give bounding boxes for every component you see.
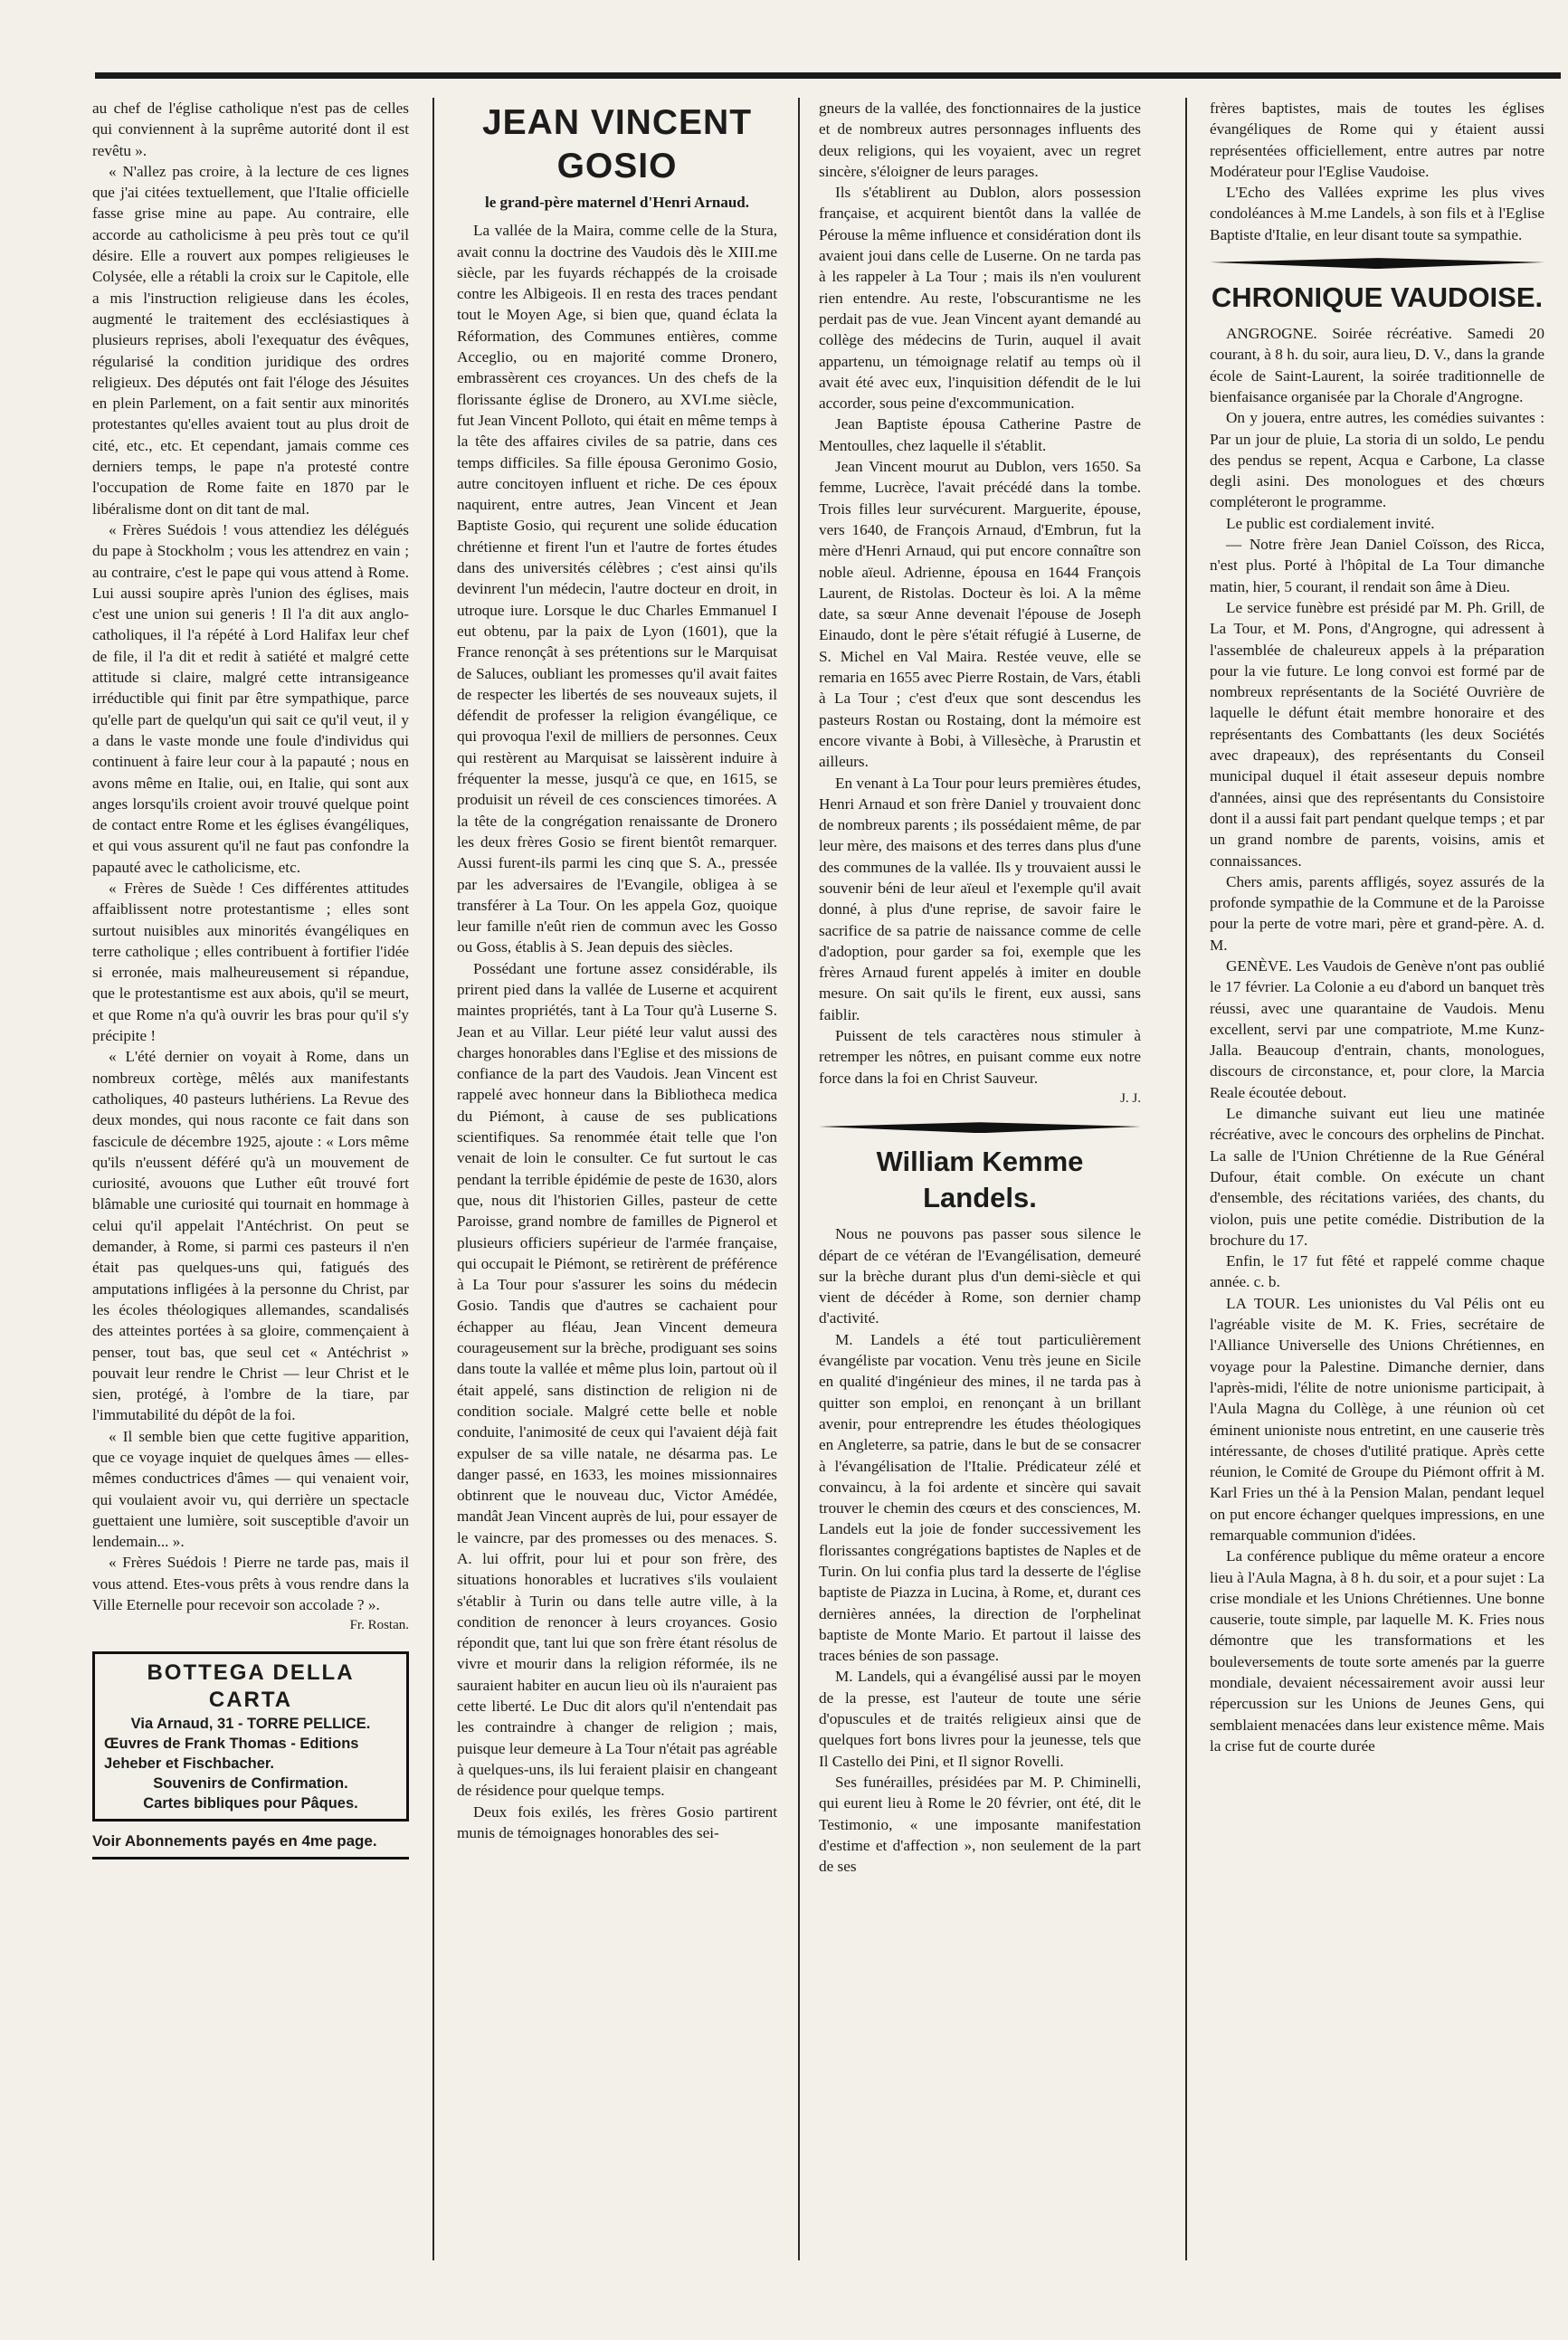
column-3 (819, 98, 1141, 1877)
ad-line: Œuvres de Frank Thomas - Editions (104, 1735, 359, 1752)
article-subtitle: le grand-père maternel d'Henri Arnaud. (485, 194, 749, 211)
section-divider (1210, 258, 1544, 269)
col4-paragraph: L'Echo des Vallées exprime les plus vives condoléances à M.me Landels, à son fils et à l'Eglise Baptiste d'Italie, en leur disant toute sa sympathie. (1210, 184, 1544, 243)
col4-paragraph: GENÈVE. Les Vaudois de Genève n'ont pas oublié le 17 février. La Colonie a eu d'abord un banquet très réussi, avec une quarantaine de Vaudois. Menu excellent, servi par une compatriote, M.me Kunz-Jalla. Beaucoup d'entrain, chants, monologues, discours de circonstance, et, pour clore, la Marcia Reale écoutée debout. (1210, 956, 1544, 1101)
col4-paragraph: La conférence publique du même orateur a encore lieu à l'Aula Magna, à 8 h. du soir, et a pour sujet : La crise mondiale et les Unions Chrétiennes. Une bonne causerie, toute simple, par laquelle M. K. Fries nous démontre que les transformations et les bouleversements de toute sorte amenés par la guerre mondiale, devaient nécessairement avoir aussi leur répercussion sur les Unions de Jeunes Gens, qui semblaient menacées dans leur existence même. Mais la crise fut de courte durée (1210, 1547, 1544, 1755)
top-rule (95, 72, 1561, 79)
ad-line: Cartes bibliques pour Pâques. (143, 1794, 358, 1812)
col2-paragraph: Deux fois exilés, les frères Gosio partirent munis de témoignages honorables des sei- (457, 1803, 777, 1841)
col3-paragraph: M. Landels a été tout particulièrement évangéliste par vocation. Venu très jeune en Sicile en qualité d'ingénieur des mines, il ne tarda pas à quitter son emploi, en renonçant à un brillant avenir, pour entreprendre les études théologiques en Angleterre, sa patrie, dans le but de se consacrer à l'évangélisation de l'Italie. Prédicateur zélé et convaincu, à la foi ardente et sincère qui savait trouver le chemin des cœurs et des consciences, M. Landels eut la joie de fonder successivement les florissantes congrégations baptistes de Naples et de Turin. On lui confia plus tard la desserte de l'église baptiste de Piazza in Lucina, à Rome, et, durant ces dernières années, la direction de l'orphelinat baptiste de Monte Mario. Et partout il laisse des traces bénies de son passage. (819, 1330, 1141, 1665)
col3-paragraph: Jean Vincent mourut au Dublon, vers 1650. Sa femme, Lucrèce, l'avait précédé dans la tombe. Trois filles leur survécurent. Marguerite, épouse, vers 1640, de François Arnaud, d'Embrun, fut la mère d'Henri Arnaud, qui put encore connaître son noble aïeul. Adrienne, épousa en 1644 François Laurent, de Ristolas. Docteur ès loi. A la même date, sa sœur Anne devenait l'épouse de Joseph Einaudo, dont le père s'était réfugié à Luserne, de S. Michel en Val Maira. Restée veuve, elle se remaria en 1655 avec Pierre Rostain, de Vars, établi à La Tour ; c'est d'eux que sont descendus les pasteurs Rostan ou Rostaing, dont la mémoire est encore vivante à Bobi, à Villesèche, à Prarustin et ailleurs. (819, 458, 1141, 771)
col4-paragraph: — Notre frère Jean Daniel Coïsson, des Ricca, n'est plus. Porté à l'hôpital de La Tour dimanche matin, hier, 5 courant, il rendait son âme à Dieu. (1210, 536, 1544, 595)
col3-paragraph: En venant à La Tour pour leurs premières études, Henri Arnaud et son frère Daniel y trouvaient donc de nombreux parents ; ils possédaient même, de par leur mère, des maisons et des terres dans plus d'une des communes de la vallée. Ils y trouvaient aussi le souvenir béni de leur aïeul et l'exemple qu'il avait donné, à plus d'une reprise, de savoir faire le sacrifice de sa patrie de naissance comme de celle d'adoption, pour garder sa foi, exemple que les frères Arnaud furent appelés à imiter en double mesure. On sait qu'ils le firent, eux aussi, sans faiblir. (819, 774, 1141, 1023)
col1-paragraph: « Il semble bien que cette fugitive apparition, que ce voyage inquiet de quelques âmes — elles-mêmes conductrices d'âmes — qui venaient voir, qui voulaient avoir vu, qui derrière un spectacle guettaient une lumière, soit susceptible d'avoir un lendemain... ». (92, 1427, 409, 1551)
advertisement-box (92, 1651, 409, 1822)
ad-line: Souvenirs de Confirmation. (153, 1774, 348, 1792)
article-title: JEAN VINCENT GOSIO (481, 103, 753, 185)
col3-paragraph: Ses funérailles, présidées par M. P. Chiminelli, qui eurent lieu à Rome le 20 février, ont été, dit le Testimonio, « une imposante manifestation d'estime et d'affection », non seulement de la part de ses (819, 1773, 1141, 1876)
column-divider (798, 98, 800, 2260)
col1-paragraph: « N'allez pas croire, à la lecture de ces lignes que j'ai citées textuellement, que l'Italie officielle fasse grise mine au pape. Au contraire, elle accorde au catholicisme à peu près tout ce qu'il désire. Elle a rouvert aux pompes religieuses le Colysée, elle a rétabli la croix sur le Capitole, elle a mis l'instruction religieuse dans les écoles, augmenté le traitement des ecclésiastiques à plusieurs reprises, aboli l'exequatur des évêques, régularisé la condition juridique des ordres religieux. Des députés ont fait l'éloge des Jésuites en plein Parlement, on a fait sentir aux minorités protestantes qu'elles avaient tout au plus droit de cité, etc., etc. Et cependant, jamais comme ces derniers temps, le pape n'a protesté contre l'occupation de Rome faite en 1870 par le libéralisme dont on dit tant de mal. (92, 162, 409, 518)
bottom-rule (92, 1857, 409, 1860)
ad-title: BOTTEGA DELLA CARTA (147, 1660, 355, 1712)
column-1 (92, 98, 409, 1860)
column-divider (432, 98, 434, 2260)
chronicle-title: CHRONIQUE VAUDOISE. (1211, 281, 1544, 314)
col1-paragraph: « Frères Suédois ! Pierre ne tarde pas, mais il vous attend. Etes-vous prêts à vous rendre dans la Ville Eternelle pour recevoir son accolade ? ». (92, 1554, 409, 1614)
col2-paragraph: Possédant une fortune assez considérable, ils prirent pied dans la vallée de Luserne et acquirent maintes propriétés, tant à La Tour qu'à Luserne S. Jean et au Villar. Leur piété leur valut aussi des charges honorables dans l'Eglise et des missions de confiance de la part des Vaudois. Jean Vincent est rappelé avec honneur dans la Bibliotheca medica du Piémont, à cause de ses publications scientifiques. Sa renommée était telle que l'on venait de loin le consulter. Ce fut surtout le cas pendant la terrible épidémie de peste de 1630, alors que, nous dit l'historien Gilles, pasteur de cette Paroisse, grand nombre de familles de Pignerol et plusieurs officiers supérieur de l'armée française, qui occupait le Piémont, se retirèrent de préférence à La Tour pour s'assurer les soins du médecin Gosio. Tandis que d'autres se cachaient pour échapper au fléau, Jean Vincent demeura courageusement sur la brèche, prodiguant ses soins dans toute la vallée et même plus loin, partout où il était appelé, sans distinction de religion ni de condition sociale. Malgré cette belle et noble conduite, l'animosité de ceux qui l'avaient déjà fait expulser de sa ville natale, ne désarma pas. Le danger passé, en 1633, les moines missionnaires obtinrent que le nouveau duc, Victor Amédée, mandât Jean Vincent auprès de lui, pour essayer de le vaincre, par des promesses ou des menaces. S. A. lui offrit, pour lui et pour son frère, des situations honorables et lucratives s'ils voulaient s'établir à Turin ou dans telle autre ville, à la condition de renoncer à leurs croyances. Gosio répondit que, tant lui que son frère étant résolus de vivre et mourir dans la religion réformée, ils ne sauraient habiter en aucun lieu où ils n'auraient pas cette liberté. Le Duc dit alors qu'il n'entendait pas les contraindre à changer de religion ; mais, puisque leur demeure à La Tour n'était pas agréable à quelques-uns, ils lui feraient plaisir en changeant de résidence pour quelque temps. (457, 959, 777, 1800)
col1-signature: Fr. Rostan. (349, 1618, 409, 1633)
col3-paragraph: Ils s'établirent au Dublon, alors possession française, et acquirent bientôt dans la vallée de Pérouse la même influence et considération dont ils avaient joui dans celle de Luserne. On ne tarda pas à les rappeler à La Tour ; mais ils n'en voulurent rien entendre. Au reste, l'obscurantisme ne les perdait pas de vue. Jean Vincent ayant demandé au collège des médecins de Turin, auquel il avait appartenu, un témoignage relatif au temps où il avait été avec eux, l'inquisition défendit de le lui accorder, sous peine d'excommunication. (819, 184, 1141, 413)
col4-paragraph: LA TOUR. Les unionistes du Val Pélis ont eu l'agréable visite de M. K. Fries, secrétaire de l'Alliance Universelle des Unions Chrétiennes, en voyage pour la Palestine. Dimanche dernier, dans l'après-midi, l'élite de notre unionisme participait, à l'Aula Magna du Collège, à une réunion où cet éminent unioniste nous entretint, en une causerie très intéressante, de choses d'utilité pratique. Après cette réunion, le Comité de Groupe du Piémont offrit à M. Karl Fries un thé à la Pension Malan, pendant lequel on put encore échanger quelques impressions, en une remarquable communion d'idées. (1210, 1294, 1544, 1544)
column-divider (1185, 98, 1187, 2260)
column-4 (1210, 98, 1544, 1756)
col3-paragraph: gneurs de la vallée, des fonctionnaires de la justice et de nombreux autres personnages influents des deux religions, qui les voyaient, avec un regret sincère, s'éloigner de leurs parages. (819, 100, 1141, 180)
ad-address: Via Arnaud, 31 - TORRE PELLICE. (130, 1715, 371, 1732)
col4-paragraph: Le public est cordialement invité. (1226, 514, 1435, 532)
col4-paragraph: Le service funèbre est présidé par M. Ph. Grill, de La Tour, et M. Pons, d'Angrogne, qui adressent à l'assemblée de chaleureux appels à la préparation pour la vie future. Le long convoi est formé par de nombreux représentants de la Société Ouvrière de laquelle le défunt était membre honoraire et des représentants des Combattants (les deux Sociétés avec drapeaux), des représentants du Conseil municipal duquel il était asseseur depuis nombre d'années, ainsi que des représentants du Consistoire dont il a aussi fait part pendant quelque temps ; et par un grand nombre de parents, voisins, amis et connaissances. (1210, 598, 1544, 870)
col4-paragraph: Le dimanche suivant eut lieu une matinée récréative, avec le concours des orphelins de Pinchat. La salle de l'Union Chrétienne de la Rue Général Dufour, était comble. On exécute un chant d'ensemble, des récitations variées, des chants, du violon, puis une petite comédie. Distribution de la brochure du 17. (1210, 1105, 1544, 1249)
col1-article (92, 98, 409, 1637)
column-2 (457, 101, 777, 1843)
col4-paragraph: Chers amis, parents affligés, soyez assurés de la profonde sympathie de la Commune et de la Paroisse pour la perte de votre mari, père et grand-père. A. d. M. (1210, 872, 1544, 954)
section-divider (819, 1122, 1141, 1133)
subscriptions-note: Voir Abonnements payés en 4me page. (92, 1831, 377, 1850)
col1-paragraph: « L'été dernier on voyait à Rome, dans un nombreux cortège, mêlés aux manifestants catholiques, 40 pasteurs luthériens. La Revue des deux mondes, qui nous raconte ce fait dans son fascicule de décembre 1925, ajoute : « Lors même qu'ils n'eussent déféré qu'à un mouvement de curiosité, avouons que Luther eût trouvé fort blâmable une curiosité qui tournait en hommage à celui qu'il appelait l'Antéchrist. On peut se demander, à Rome, si parmi ces pasteurs il n'en était pas quelques-uns qui, fatigués des amputations infligées à la personne du Christ, par les écoles théologiques allemandes, scandalisés des atteintes portées à sa gloire, commençaient à penser, tout bas, que seul cet « Antéchrist » pouvait leur rendre le Christ — leur Christ et le sien, protégé, à l'ombre de la tiare, par l'immutabilité du dépôt de la foi. (92, 1048, 409, 1424)
col1-paragraph: « Frères de Suède ! Ces différentes attitudes affaiblissent notre protestantisme ; elles sont surtout nuisibles aux minorités évangéliques en terre catholique ; elles contribuent à fortifier l'idée si erronée, mais malheureusement si répandue, que le protestantisme est aux abois, qu'il se meurt, et que Rome n'a qu'à ouvrir les bras pour qu'il s'y précipite ! (92, 879, 409, 1045)
obituary-title: William Kemme Landels. (876, 1146, 1084, 1214)
ad-line: Jeheber et Fischbacher. (104, 1755, 275, 1772)
col1-paragraph: au chef de l'église catholique n'est pas de celles qui conviennent à la suprême autorité dont il est revêtu ». (92, 100, 409, 159)
col4-paragraph: Enfin, le 17 fut fêté et rappelé comme chaque année. c. b. (1210, 1252, 1544, 1291)
col4-paragraph: ANGROGNE. Soirée récréative. Samedi 20 courant, à 8 h. du soir, aura lieu, D. V., dans la grande école de Saint-Laurent, la soirée traditionnelle de bienfaisance organisée par la Chorale d'Angrogne. (1210, 325, 1544, 405)
col2-paragraph: La vallée de la Maira, comme celle de la Stura, avait connu la doctrine des Vaudois dès le XIII.me siècle, par les fuyards réchappés de la croisade contre les Albigeois. Il en resta des traces pendant tout le Moyen Age, si bien que, quand éclata la Réformation, des Communes entières, comme Acceglio, ou en majorité comme Dronero, embrassèrent ces croyances. Un des chefs de la florissante église de Dronero, au XVI.me siècle, fut Jean Vincent Polloto, qui était en même temps à la tête des affaires civiles de sa patrie, dans ces temps difficiles. Sa fille épousa Geronimo Gosio, autre concitoyen influent et riche. De ces époux naquirent, entre autres, Jean Vincent et Jean Baptiste Gosio, qui reçurent une solide éducation chrétienne et firent l'un et l'autre de fortes études dans des universités célèbres ; c'est ainsi qu'ils devinrent l'un médecin, l'autre docteur en droit, in utroque iure. Lorsque le duc Charles Emmanuel I eut obtenu, par la paix de Lyon (1601), que la France renonçât à ses prétentions sur le Marquisat de Saluces, oubliant les promesses qu'il avait faites de respecter les libertés de ses nouveaux sujets, il défendit de professer la religion évangélique, ce qui provoqua l'exil de milliers de personnes. Ceux qui restèrent au Marquisat se laissèrent induire à fréquenter la messe, jusqu'à ce que, en 1615, se produisit un réveil de ces consciences timorées. A la tête de la congrégation renaissante de Dronero les deux frères Gosio se firent bientôt remarquer. Aussi furent-ils parmi les cinq que S. A., pressée par les adversaires de l'Evangile, obligea à se transférer à La Tour. On les appela Goz, quoique leur famille n'eût rien de commun avec les Gosso ou Goss, établis à S. Jean depuis des siècles. (457, 222, 777, 956)
col4-paragraph: On y jouera, entre autres, les comédies suivantes : Par un jour de pluie, La storia di un soldo, Le pendu des pendus se repent, Acqua e Carbone, La classe degli asini. Des monologues et des chœurs compléteront le programme. (1210, 409, 1544, 511)
col3-paragraph: Puissent de tels caractères nous stimuler à retremper les nôtres, en puisant comme eux notre force dans la foi en Christ Sauveur. (819, 1027, 1141, 1087)
col3-signature: J. J. (1120, 1090, 1141, 1106)
col4-paragraph: frères baptistes, mais de toutes les églises évangéliques de Rome qui y étaient aussi représentées officiellement, entre autres par notre Modérateur pour l'Eglise Vaudoise. (1210, 100, 1544, 180)
col3-paragraph: Jean Baptiste épousa Catherine Pastre de Mentoulles, chez laquelle il s'établit. (819, 415, 1141, 454)
col1-paragraph: « Frères Suédois ! vous attendiez les délégués du pape à Stockholm ; vous les attendrez en vain ; au contraire, c'est le pape qui vous attend à Rome. Lui aussi soupire après l'union des églises, mais c'est une union sui generis ! Il l'a dit aux anglo-catholiques, il l'a répété à Lord Halifax leur chef de file, il l'a dit et redit à satiété et malgré cette attitude si claire, malgré cette intransigeance irréductible qui finit par être sympathique, parce qu'elle part de quelqu'un qui sait ce qu'il veut, il y a dans le vaste monde une foule d'individus qui continuent à faire leur cour à la papauté ; nous en avons même en Italie, oui, en Italie, qui sont aux anges lorsqu'ils croient avoir trouvé quelque point de contact entre Rome et les églises évangéliques, et qui vous assurent qu'il ne faut pas confondre la papauté avec le catholicisme, etc. (92, 520, 409, 876)
col3-paragraph: M. Landels, qui a évangélisé aussi par le moyen de la presse, est l'auteur de toute une série d'opuscules et de traités religieux ainsi que de quelques fort bons livres pour la jeunesse, tels que Il Castello dei Pini, et Il signor Rovelli. (819, 1668, 1141, 1770)
col3-paragraph: Nous ne pouvons pas passer sous silence le départ de ce vétéran de l'Evangélisation, demeuré sur la brèche durant plus d'un demi-siècle et qui vient de décéder à Rome, son dernier champ d'activité. (819, 1225, 1141, 1327)
